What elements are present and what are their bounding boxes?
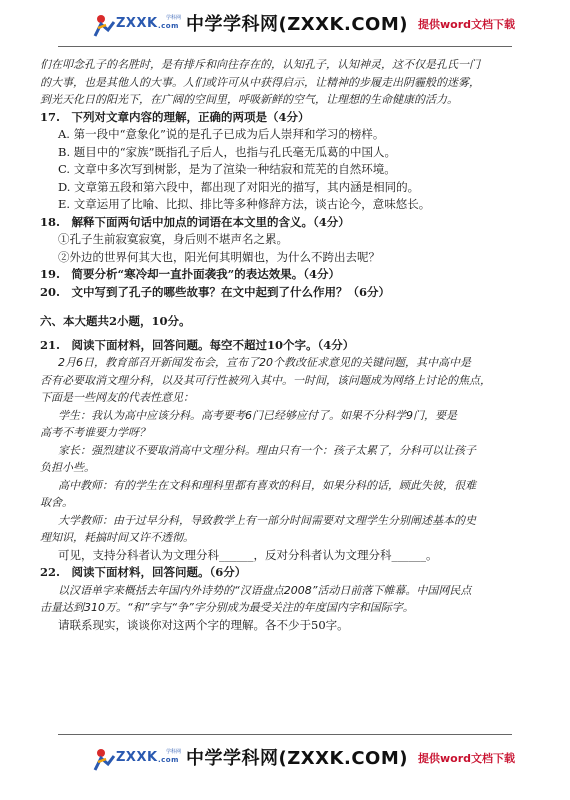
q21-line: 负担小些。 bbox=[40, 461, 95, 474]
q21-line: 下面是一些网友的代表性意见： bbox=[40, 391, 194, 404]
q21-line: 取舍。 bbox=[40, 496, 73, 509]
q21-line: 理知识，耗搞时间又许不透彻。 bbox=[40, 531, 194, 544]
section-title: 六、本大题共2小题，10分。 bbox=[40, 314, 191, 328]
logo-figure-icon bbox=[92, 12, 118, 38]
logo-subtext: 学科网 bbox=[166, 749, 182, 755]
question-22-stem: 22. 阅读下面材料，回答问题。（6分） bbox=[40, 565, 247, 579]
q17-option-c: C. 文章中多次写到树影，是为了渲染一种结寂和荒芜的自然环境。 bbox=[58, 162, 396, 176]
download-link[interactable]: 提供word文档下载 bbox=[418, 752, 516, 765]
question-20: 20. 文中写到了孔子的哪些故事？在文中起到了什么作用？（6分） bbox=[40, 284, 391, 299]
site-name: 中学学科网(ZXXK.COM) bbox=[186, 748, 408, 769]
q22-prompt: 请联系现实，谈谈你对这两个字的理解。各不少于50字。 bbox=[58, 617, 349, 632]
q21-line: 高中教师：有的学生在文科和理科里都有喜欢的科目，如果分科的话，顾此失彼，很难 bbox=[58, 478, 476, 492]
zxxk-logo-footer bbox=[92, 746, 182, 772]
q21-line: 大学教师：由于过早分科，导致教学上有一部分时间需要对文理学生分别阐述基本的史 bbox=[58, 513, 476, 527]
q22-line: 击量达到310万。“和”字与“争”字分别成为最受关注的年度国内字和国际字。 bbox=[40, 601, 414, 614]
logo-text: ZXXK bbox=[116, 16, 158, 31]
q17-option-b: B. 题目中的“家族”既指孔子后人，也指与孔氏毫无瓜葛的中国人。 bbox=[58, 144, 397, 159]
logo-suffix: .com bbox=[158, 22, 179, 30]
question-18-stem: 18. 解释下面两句话中加点的词语在本文里的含义。（4分） bbox=[40, 214, 350, 229]
intro-line: 们在叩念孔子的名胜时，是有排斥和向往存在的，认知孔子，认知神灵，这不仅是孔氏一门 bbox=[40, 58, 480, 71]
logo-subtext: 学科网 bbox=[166, 15, 182, 21]
logo-suffix: .com bbox=[158, 756, 179, 764]
q21-line: 否有必要取消文理分科，以及其可行性被列入其中。一时间，该问题成为网络上讨论的焦点， bbox=[40, 373, 491, 387]
header-rule bbox=[58, 46, 512, 47]
intro-line: 到光天化日的阳光下，在广阔的空间里，呼吸新鲜的空气，让理想的生命健康的活力。 bbox=[40, 93, 458, 106]
q21-line: 学生：我认为高中应该分科。高考要考6门已经够应付了。如果不分科学9门，要是 bbox=[58, 408, 457, 422]
zxxk-logo bbox=[92, 12, 182, 38]
q21-line: 家长：强烈建议不要取消高中文理分科。理由只有一个：孩子太累了，分科可以让孩子 bbox=[58, 443, 476, 457]
question-21-stem: 21. 阅读下面材料，回答问题。每空不超过10个字。（4分） bbox=[40, 337, 355, 352]
question-19: 19. 简要分析“寒冷却一直扑面袭我”的表达效果。（4分） bbox=[40, 267, 340, 281]
q21-answer-line: 可见，支持分科者认为文理分科______，反对分科者认为文理分科______。 bbox=[58, 547, 438, 562]
intro-line: 的大事，也是其他人的大事。人们或许可从中获得启示，让精神的步履走出阴霾般的迷雾， bbox=[40, 75, 480, 89]
question-17-stem: 17. 下列对文章内容的理解，正确的两项是（4分） bbox=[40, 109, 310, 124]
document-body bbox=[40, 56, 540, 634]
logo-text: ZXXK bbox=[116, 750, 158, 765]
q17-option-e: E. 文章运用了比喻、比拟、排比等多种修辞方法，谈古论今，意味悠长。 bbox=[58, 197, 431, 211]
q17-option-a: A. 第一段中“意象化”说的是孔子已成为后人崇拜和学习的榜样。 bbox=[58, 127, 385, 141]
page-header bbox=[0, 4, 570, 44]
q18-item-1: ①孔子生前寂寞寂寞，身后则不堪声名之累。 bbox=[58, 232, 288, 246]
logo-figure-icon bbox=[92, 746, 118, 772]
download-link[interactable]: 提供word文档下载 bbox=[418, 18, 516, 31]
site-name: 中学学科网(ZXXK.COM) bbox=[186, 14, 408, 35]
q22-line: 以汉语单字来概括去年国内外诗势的“汉语盘点2008”活动日前落下帷幕。中国网民点 bbox=[58, 583, 472, 597]
footer-rule bbox=[58, 734, 512, 735]
q21-line: 高考不考谁要力学呀？ bbox=[40, 426, 150, 439]
q17-option-d: D. 文章第五段和第六段中，都出现了对阳光的描写，其内涵是相同的。 bbox=[58, 179, 420, 194]
page-footer bbox=[0, 738, 570, 778]
q21-line: 2月6日，教育部召开新闻发布会，宣布了20个教改征求意见的关键问题，其中高中是 bbox=[58, 356, 471, 369]
q18-item-2: ②外边的世界何其大也，阳光何其明媚也，为什么不跨出去呢？ bbox=[58, 249, 380, 264]
